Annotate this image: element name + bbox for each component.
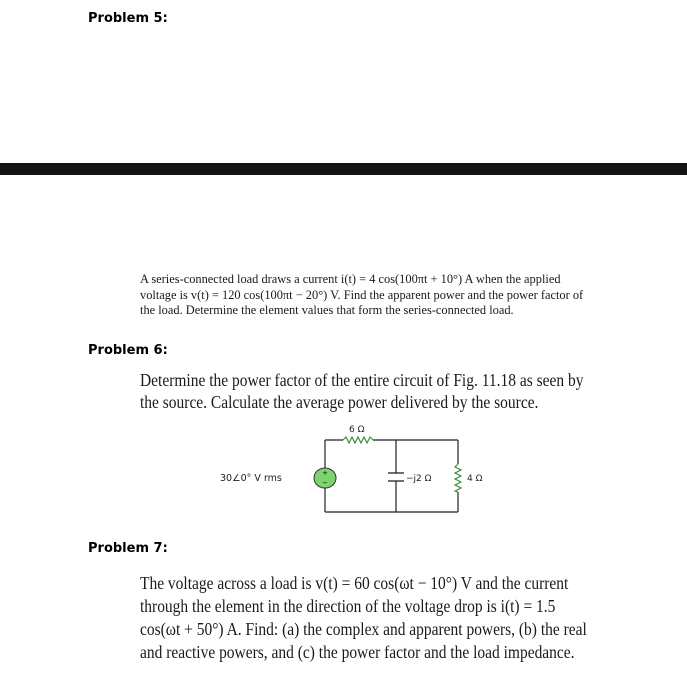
section-divider [0,163,687,175]
problem-6-heading: Problem 6: [88,343,168,358]
resistor-top-label: 6 Ω [349,425,365,435]
resistor-right-label: 4 Ω [467,474,483,484]
circuit-figure [200,420,500,520]
source-minus-icon: − [322,479,328,487]
source-plus-icon: + [322,469,328,477]
problem-6-text: Determine the power factor of the entire circuit of Fig. 11.18 as seen by the source. Calculate the average power delivered by the source. [140,370,584,412]
source-label: 30∠0° V rms [220,473,282,484]
problem-5-text: A series-connected load draws a current i(t) = 4 cos(100πt + 10°) A when the applied voltage is v(t) = 120 cos(100πt − 20°) V. Find the apparent power and the power factor of the load. Determine the element values that form the series-connected load. [140,272,584,317]
resistor-4-ohm [455,464,461,492]
problem-7-heading: Problem 7: [88,541,168,556]
problem-7-text: The voltage across a load is v(t) = 60 cos(ωt − 10°) V and the current through the element in the direction of the voltage drop is i(t) = 1.5 cos(ωt + 50°) A. Find: (a) the complex and apparent powers, (b) the real and reactive powers, and (c) the power factor and the load impedance. [140,573,587,662]
resistor-6-ohm [343,437,373,443]
problem-5-heading: Problem 5: [88,11,168,26]
capacitor-label: −j2 Ω [406,474,432,484]
